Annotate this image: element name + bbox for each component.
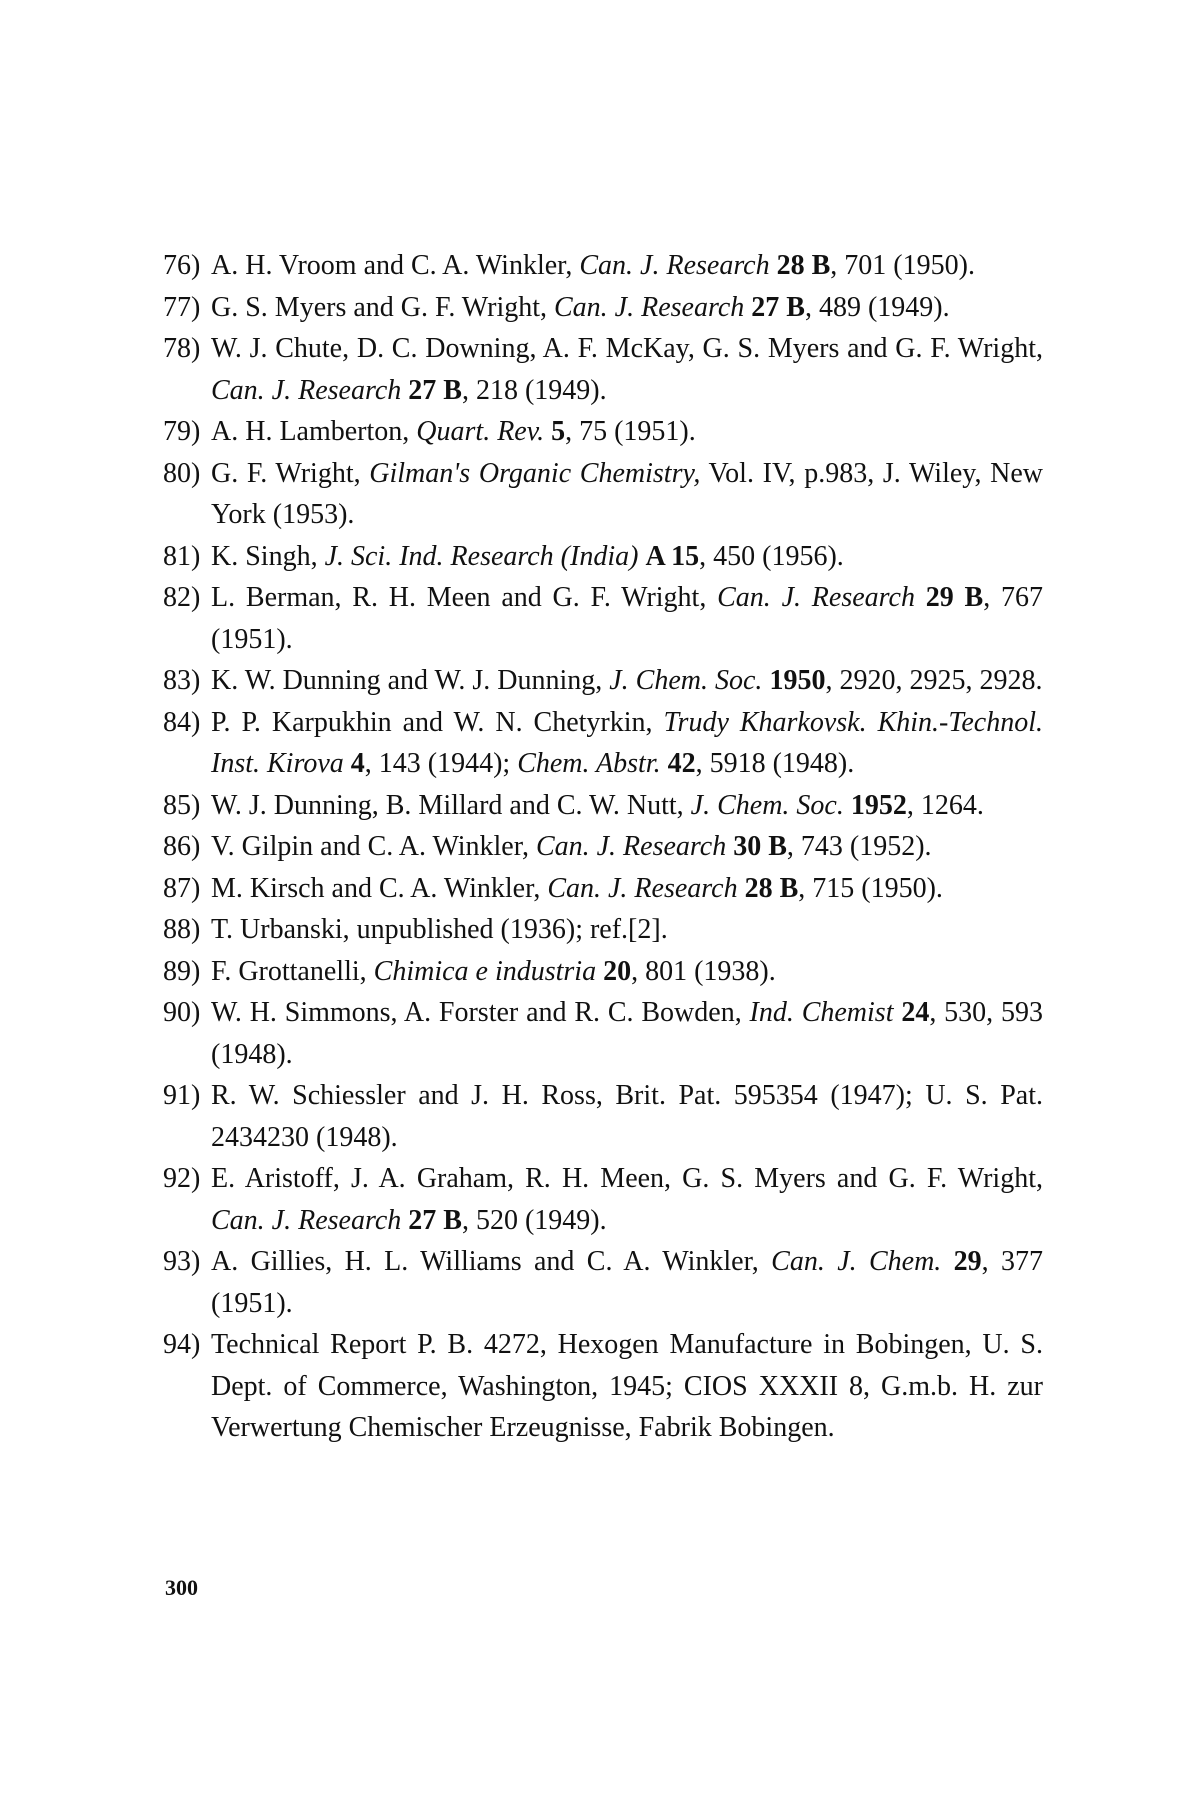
reference-item bbox=[163, 826, 1043, 868]
reference-number: 86) bbox=[163, 831, 201, 862]
reference-item bbox=[163, 453, 1043, 536]
reference-segment: L. Berman, R. H. Meen and G. F. Wright, bbox=[211, 582, 718, 613]
reference-segment bbox=[770, 250, 777, 281]
reference-segment: G. F. Wright, bbox=[211, 457, 370, 489]
reference-number: 82) bbox=[163, 582, 201, 613]
reference-segment: , 377 (1951). bbox=[211, 1246, 1044, 1319]
reference-segment bbox=[738, 873, 745, 904]
reference-segment: , 450 (1956). bbox=[699, 540, 844, 572]
reference-number: 84) bbox=[163, 706, 201, 738]
reference-segment: , 530, 593 (1948). bbox=[211, 997, 1044, 1070]
reference-segment: , 743 (1952). bbox=[786, 831, 932, 862]
reference-item bbox=[163, 411, 1043, 453]
reference-segment: T. Urbanski, unpublished (1936); ref.[2]. bbox=[211, 914, 668, 945]
reference-segment: W. J. Dunning, B. Millard and C. W. Nutt, bbox=[211, 789, 691, 821]
journal-title: Can. J. Research bbox=[535, 831, 727, 862]
reference-segment: R. W. Schiessler and J. H. Ross, Brit. Pat. 595354 (1947); U. S. Pat. 2434230 (1948). bbox=[211, 1080, 1043, 1153]
reference-segment: Vol. IV, p.983, J. Wiley, New York (1953). bbox=[211, 457, 1044, 530]
reference-segment: A. H. Vroom and C. A. Winkler, bbox=[211, 250, 580, 281]
reference-number: 79) bbox=[163, 416, 201, 447]
reference-text bbox=[211, 1329, 1043, 1443]
reference-item bbox=[163, 992, 1043, 1075]
volume-number: 4 bbox=[350, 748, 365, 779]
reference-text bbox=[211, 458, 1043, 531]
reference-segment: E. Aristoff, J. A. Graham, R. H. Meen, G. S. Myers and G. F. Wright, bbox=[211, 1163, 1043, 1194]
journal-title: Can. J. Research bbox=[547, 872, 738, 904]
reference-text bbox=[211, 997, 1043, 1070]
journal-title: Ind. Chemist bbox=[749, 997, 894, 1028]
reference-item bbox=[163, 1075, 1043, 1158]
reference-number: 85) bbox=[163, 789, 201, 821]
reference-segment: M. Kirsch and C. A. Winkler, bbox=[211, 872, 548, 904]
volume-number: 28 B bbox=[776, 250, 831, 281]
reference-segment: Technical Report P. B. 4272, Hexogen Manufacture in Bobingen, U. S. Dept. of Commerce, Washington, 1945; CIOS XXXII 8, G.m.b. H. zur Verwertung Chemischer Erzeugnisse, Fabrik Bobingen. bbox=[211, 1329, 1043, 1443]
volume-number: 1952 bbox=[850, 789, 907, 821]
reference-number: 91) bbox=[163, 1080, 201, 1111]
reference-item bbox=[163, 1241, 1043, 1324]
reference-segment: , 218 (1949). bbox=[461, 374, 607, 406]
reference-text bbox=[211, 790, 984, 821]
reference-segment: W. J. Chute, D. C. Downing, A. F. McKay, G. S. Myers and G. F. Wright, bbox=[211, 333, 1043, 364]
journal-title: Can. J. Research bbox=[554, 291, 745, 323]
reference-segment bbox=[344, 748, 351, 779]
reference-item bbox=[163, 328, 1043, 411]
journal-title: Can. J. Research bbox=[579, 250, 770, 281]
reference-segment: , 801 (1938). bbox=[631, 955, 776, 987]
reference-item bbox=[163, 702, 1043, 785]
reference-segment bbox=[844, 790, 851, 821]
reference-number: 89) bbox=[163, 955, 201, 987]
volume-number: 29 B bbox=[925, 582, 984, 613]
reference-text bbox=[211, 707, 1043, 780]
reference-text bbox=[211, 665, 1042, 696]
reference-item bbox=[163, 577, 1043, 660]
journal-title: Chimica e industria bbox=[373, 955, 597, 987]
reference-segment: K. Singh, bbox=[211, 540, 325, 572]
volume-number: 27 B bbox=[751, 291, 805, 323]
reference-segment: G. S. Myers and G. F. Wright, bbox=[211, 291, 554, 323]
volume-number: 5 bbox=[551, 416, 566, 447]
reference-number: 80) bbox=[163, 457, 201, 489]
reference-number: 87) bbox=[163, 872, 201, 904]
reference-text bbox=[211, 1246, 1043, 1319]
reference-number: 92) bbox=[163, 1163, 201, 1194]
reference-text bbox=[211, 541, 844, 572]
volume-number: 1950 bbox=[769, 665, 826, 696]
volume-number: 27 B bbox=[408, 374, 462, 406]
volume-number: 24 bbox=[901, 997, 930, 1028]
journal-title: Can. J. Research bbox=[211, 374, 402, 406]
reference-segment bbox=[915, 582, 926, 613]
reference-number: 90) bbox=[163, 997, 201, 1028]
reference-item bbox=[163, 785, 1043, 827]
reference-number: 93) bbox=[163, 1246, 201, 1277]
volume-number: 20 bbox=[603, 955, 632, 987]
reference-item bbox=[163, 909, 1043, 951]
reference-segment: , 75 (1951). bbox=[565, 416, 696, 447]
page-number: 300 bbox=[165, 1575, 198, 1600]
reference-segment: , 2920, 2925, 2928. bbox=[825, 665, 1043, 696]
reference-text bbox=[211, 1080, 1043, 1153]
journal-title: Quart. Rev. bbox=[416, 416, 545, 447]
reference-segment: W. H. Simmons, A. Forster and R. C. Bowden, bbox=[211, 997, 750, 1028]
reference-segment: , 701 (1950). bbox=[830, 250, 975, 281]
reference-number: 94) bbox=[163, 1329, 201, 1360]
reference-text bbox=[211, 250, 975, 281]
reference-number: 83) bbox=[163, 665, 201, 696]
reference-item bbox=[163, 536, 1043, 578]
reference-list bbox=[163, 245, 1043, 1449]
reference-text bbox=[211, 292, 950, 323]
reference-segment: , 520 (1949). bbox=[461, 1204, 607, 1236]
journal-title: Gilman's Organic Chemistry, bbox=[369, 457, 701, 489]
reference-text bbox=[211, 582, 1043, 655]
reference-segment: K. W. Dunning and W. J. Dunning, bbox=[211, 665, 610, 696]
volume-number: 27 B bbox=[408, 1204, 462, 1236]
reference-text bbox=[211, 1163, 1043, 1236]
volume-number: 28 B bbox=[744, 872, 799, 904]
reference-segment: , 767 (1951). bbox=[211, 582, 1044, 655]
reference-segment: , 715 (1950). bbox=[798, 872, 943, 904]
reference-segment: , 143 (1944); bbox=[364, 748, 518, 779]
reference-segment: F. Grottanelli, bbox=[211, 955, 374, 987]
reference-item bbox=[163, 951, 1043, 993]
reference-segment bbox=[661, 748, 668, 779]
volume-number: 30 B bbox=[733, 831, 787, 862]
reference-segment: , 489 (1949). bbox=[804, 291, 950, 323]
reference-item bbox=[163, 287, 1043, 329]
reference-text bbox=[211, 831, 932, 862]
reference-item bbox=[163, 1324, 1043, 1449]
reference-segment: , 5918 (1948). bbox=[695, 748, 855, 779]
reference-text bbox=[211, 873, 943, 904]
journal-title: Can. J. Research bbox=[211, 1204, 402, 1236]
journal-title: Trudy Kharkovsk. Khin.-Technol. Inst. Kirova bbox=[211, 706, 1043, 779]
reference-segment: , 1264. bbox=[906, 789, 984, 821]
reference-segment bbox=[941, 1246, 953, 1277]
volume-number: 29 bbox=[953, 1246, 982, 1277]
reference-number: 81) bbox=[163, 540, 201, 572]
reference-number: 76) bbox=[163, 250, 201, 281]
reference-number: 88) bbox=[163, 914, 201, 945]
reference-segment: V. Gilpin and C. A. Winkler, bbox=[211, 831, 536, 862]
reference-text bbox=[211, 956, 776, 987]
journal-title: Can. J. Chem. bbox=[771, 1246, 942, 1277]
volume-number: 42 bbox=[667, 748, 696, 779]
reference-segment: P. P. Karpukhin and W. N. Chetyrkin, bbox=[211, 706, 664, 738]
reference-item bbox=[163, 868, 1043, 910]
journal-title: Can. J. Research bbox=[717, 582, 915, 613]
reference-segment: A. H. Lamberton, bbox=[211, 416, 417, 447]
volume-number: A 15 bbox=[645, 540, 700, 572]
reference-number: 78) bbox=[163, 333, 201, 364]
reference-text bbox=[211, 914, 668, 945]
reference-segment: A. Gillies, H. L. Williams and C. A. Winkler, bbox=[211, 1246, 772, 1277]
reference-item bbox=[163, 1158, 1043, 1241]
reference-item bbox=[163, 245, 1043, 287]
reference-item bbox=[163, 660, 1043, 702]
reference-text bbox=[211, 416, 696, 447]
reference-text bbox=[211, 333, 1043, 406]
reference-number: 77) bbox=[163, 291, 201, 323]
journal-title: J. Sci. Ind. Research (India) bbox=[324, 540, 639, 572]
journal-title: J. Chem. Soc. bbox=[609, 665, 763, 696]
journal-title: J. Chem. Soc. bbox=[690, 789, 844, 821]
journal-title: Chem. Abstr. bbox=[517, 748, 661, 779]
